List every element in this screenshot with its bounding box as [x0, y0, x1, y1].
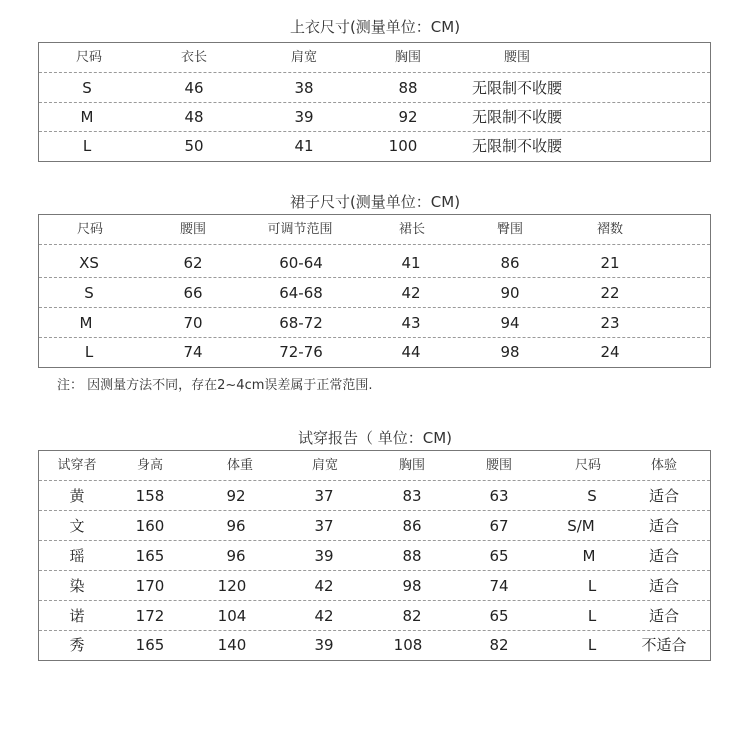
table-cell: 适合: [648, 517, 679, 535]
header-cell: 肩宽: [290, 50, 317, 65]
table-cell: 适合: [648, 547, 679, 565]
table-row: [39, 308, 710, 338]
table-cell: 无限制不收腰: [471, 79, 562, 97]
table-cell: 黄: [69, 487, 85, 505]
table-row: [39, 103, 710, 132]
table-cell: S/M: [567, 517, 595, 535]
table-cell: 适合: [648, 607, 679, 625]
table-cell: L: [82, 137, 92, 155]
table-cell: 无限制不收腰: [471, 137, 562, 155]
header-cell: 尺码: [76, 222, 103, 237]
table-cell: 38: [294, 79, 314, 97]
table-cell: 90: [500, 284, 520, 302]
table-cell: 23: [600, 314, 620, 332]
table-cell: 染: [69, 577, 85, 595]
table-cell: 82: [489, 636, 509, 654]
table-cell: 37: [314, 487, 334, 505]
header-cell: 腰围: [503, 50, 530, 65]
table-cell: 不适合: [641, 636, 687, 654]
table-cell: S: [84, 284, 94, 302]
header-cell: 尺码: [574, 458, 601, 473]
table-cell: 140: [217, 636, 247, 654]
table-cell: 83: [402, 487, 422, 505]
table-cell: M: [79, 314, 93, 332]
table-cell: 39: [294, 108, 314, 126]
table-cell: 62: [183, 254, 203, 272]
table-cell: 37: [314, 517, 334, 535]
table-cell: 43: [401, 314, 421, 332]
header-cell: 身高: [136, 458, 163, 473]
skirt-table-title: 裙子尺寸(测量单位：CM): [289, 193, 461, 211]
table-cell: 88: [398, 79, 418, 97]
table-cell: L: [587, 577, 597, 595]
table-cell: 98: [402, 577, 422, 595]
table-row: [39, 338, 710, 367]
table-cell: 86: [402, 517, 422, 535]
table-cell: 92: [226, 487, 246, 505]
header-cell: 褶数: [596, 222, 623, 237]
table-cell: 160: [135, 517, 165, 535]
table-cell: 66: [183, 284, 203, 302]
table-header-row: [39, 43, 710, 73]
table-cell: 64-68: [279, 284, 323, 302]
table-cell: 无限制不收腰: [471, 108, 562, 126]
table-cell: 65: [489, 607, 509, 625]
table-cell: 瑶: [69, 547, 85, 565]
table-cell: 104: [217, 607, 247, 625]
table-cell: 24: [600, 343, 620, 361]
table-cell: 74: [489, 577, 509, 595]
table-row: [39, 481, 710, 511]
header-cell: 腰围: [485, 458, 512, 473]
table-cell: M: [582, 547, 596, 565]
header-cell: 腰围: [179, 222, 206, 237]
table-cell: 67: [489, 517, 509, 535]
header-cell: 可调节范围: [267, 222, 333, 237]
table-cell: S: [587, 487, 597, 505]
table-cell: S: [82, 79, 92, 97]
table-cell: 92: [398, 108, 418, 126]
table-cell: 172: [135, 607, 165, 625]
table-cell: 文: [69, 517, 85, 535]
table-cell: 63: [489, 487, 509, 505]
table-row: [39, 631, 710, 660]
table-row: [39, 245, 710, 278]
header-cell: 肩宽: [311, 458, 338, 473]
table-cell: 秀: [69, 636, 85, 654]
table-cell: 39: [314, 547, 334, 565]
table-cell: 42: [314, 577, 334, 595]
table-cell: 96: [226, 547, 246, 565]
table-header-row: [39, 215, 710, 245]
table-row: [39, 601, 710, 631]
header-cell: 体重: [226, 458, 253, 473]
table-row: [39, 511, 710, 541]
skirt-size-table: [38, 214, 711, 368]
measurement-note: 注： 因测量方法不同，存在2~4cm误差属于正常范围.: [57, 378, 373, 393]
table-row: [39, 278, 710, 308]
table-cell: 74: [183, 343, 203, 361]
table-cell: 94: [500, 314, 520, 332]
header-cell: 尺码: [75, 50, 102, 65]
table-cell: 70: [183, 314, 203, 332]
table-cell: 48: [184, 108, 204, 126]
table-cell: 120: [217, 577, 247, 595]
table-cell: 170: [135, 577, 165, 595]
table-cell: 44: [401, 343, 421, 361]
table-cell: 88: [402, 547, 422, 565]
header-cell: 裙长: [398, 222, 425, 237]
fit-report-title: 试穿报告（ 单位：CM): [297, 429, 453, 447]
table-cell: 46: [184, 79, 204, 97]
table-cell: M: [80, 108, 94, 126]
table-cell: 158: [135, 487, 165, 505]
table-cell: L: [587, 607, 597, 625]
table-row: [39, 571, 710, 601]
table-cell: 72-76: [279, 343, 323, 361]
table-cell: 适合: [648, 487, 679, 505]
header-cell: 胸围: [394, 50, 421, 65]
table-cell: 108: [393, 636, 423, 654]
table-cell: 39: [314, 636, 334, 654]
table-cell: 86: [500, 254, 520, 272]
table-cell: 41: [294, 137, 314, 155]
table-cell: XS: [79, 254, 99, 272]
table-header-row: [39, 451, 710, 481]
table-cell: 诺: [69, 607, 85, 625]
table-cell: L: [84, 343, 94, 361]
table-cell: 96: [226, 517, 246, 535]
table-cell: 68-72: [279, 314, 323, 332]
table-cell: 82: [402, 607, 422, 625]
header-cell: 衣长: [180, 50, 207, 65]
table-cell: 42: [314, 607, 334, 625]
table-row: [39, 132, 710, 161]
table-cell: 42: [401, 284, 421, 302]
header-cell: 体验: [650, 458, 677, 473]
header-cell: 胸围: [398, 458, 425, 473]
table-cell: 165: [135, 636, 165, 654]
header-cell: 试穿者: [57, 458, 97, 473]
table-row: [39, 541, 710, 571]
table-cell: 22: [600, 284, 620, 302]
table-cell: 165: [135, 547, 165, 565]
fit-report-table: [38, 450, 711, 661]
header-cell: 臀围: [496, 222, 523, 237]
table-cell: L: [587, 636, 597, 654]
table-cell: 21: [600, 254, 620, 272]
table-cell: 98: [500, 343, 520, 361]
table-cell: 65: [489, 547, 509, 565]
table-cell: 60-64: [279, 254, 323, 272]
table-cell: 100: [388, 137, 418, 155]
top-table-title: 上衣尺寸(测量单位：CM): [289, 18, 461, 36]
table-row: [39, 73, 710, 103]
top-size-table: [38, 42, 711, 162]
table-cell: 41: [401, 254, 421, 272]
table-cell: 50: [184, 137, 204, 155]
table-cell: 适合: [648, 577, 679, 595]
